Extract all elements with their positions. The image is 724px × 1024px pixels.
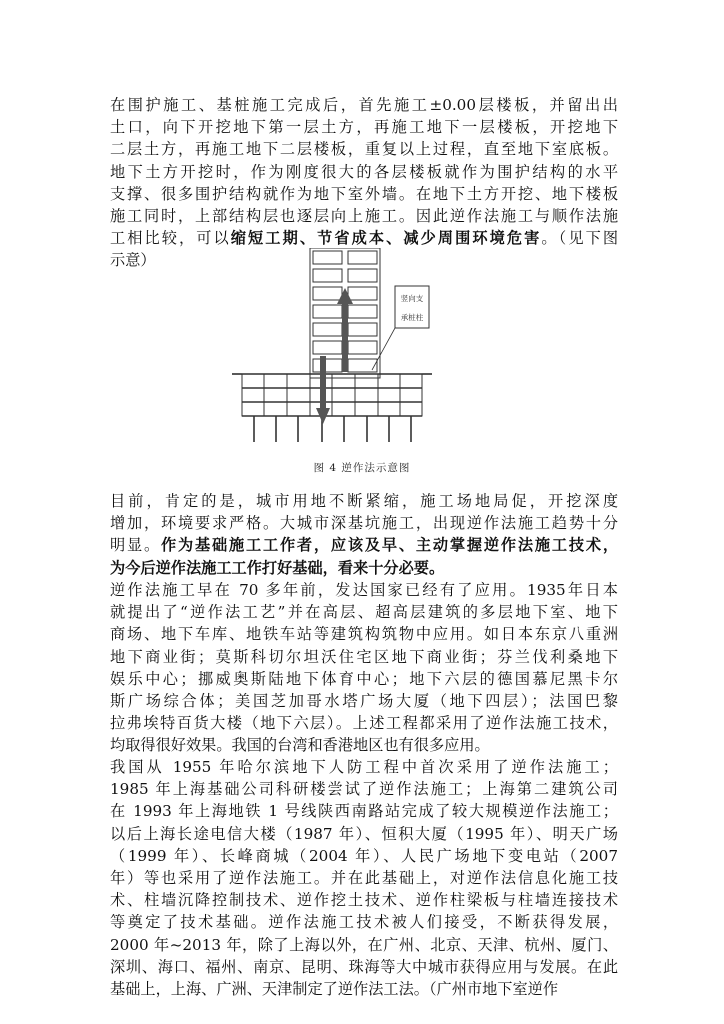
text-line xyxy=(110,934,618,956)
construction-arrows xyxy=(316,288,353,424)
body-text: 明显。 xyxy=(110,536,161,555)
text-line xyxy=(110,601,618,623)
text-line xyxy=(110,116,618,138)
text-line xyxy=(110,512,618,534)
emphasis-text: 缩短工期、节省成本、减少周围环境危害 xyxy=(230,229,542,248)
body-text: 目前，肯定的是，城市用地不断紧缩，施工场地局促，开挖深度 xyxy=(110,492,618,510)
body-text: 示意） xyxy=(110,251,156,270)
body-text: 地下商业街；莫斯科切尔坦沃住宅区地下商业街；芬兰伐利桑地下 xyxy=(110,647,618,666)
emphasis-text: 为今后逆作法施工工作打好基础，看来十分必要。 xyxy=(110,558,445,577)
body-text: 等奠定了技术基础。逆作法施工技术被人们接受，不断获得发展， xyxy=(110,913,618,932)
text-line xyxy=(110,534,618,556)
body-text: 就提出了“逆作法工艺”并在高层、超高层建筑的多层地下室、地下 xyxy=(110,603,618,622)
body-text: 深圳、海口、福州、南京、昆明、珠海等大中城市获得应用与发展。在此 xyxy=(110,957,618,976)
body-text: （1999 年）、长峰商城（2004 年）、人民广场地下变电站（2007 xyxy=(110,846,618,865)
body-text: 二层土方，再施工地下二层楼板，重复以上过程，直至地下室底板。 xyxy=(110,140,618,159)
text-line xyxy=(110,889,618,911)
text-line xyxy=(110,646,618,668)
body-text: 基础上，上海、广洲、天津制定了逆作法工法。（广州市地下室逆作 xyxy=(110,980,559,999)
body-text: 施工同时，上部结构层也逐层向上施工。因此逆作法施工与顺作法施 xyxy=(110,207,618,226)
text-line xyxy=(110,94,618,116)
text-line xyxy=(110,800,618,822)
body-text: 我国从 1955 年哈尔滨地下人防工程中首次采用了逆作法施工； xyxy=(110,758,618,776)
body-text: 以后上海长途电信大楼（1987 年）、恒积大厦（1995 年）、明天广场 xyxy=(110,824,618,843)
body-text: 在围护施工、基桩施工完成后，首先施工±0.00层楼板，并留出出 xyxy=(110,96,618,114)
body-text: 支撑、很多围护结构就作为地下室外墙。在地下土方开挖、地下楼板 xyxy=(110,184,618,203)
downward-arrow-icon xyxy=(316,356,330,424)
text-line xyxy=(110,227,618,249)
text-line xyxy=(110,956,618,978)
body-text: 术、柱墙沉降控制技术、逆作挖土技术、逆作柱梁板与柱墙连接技术 xyxy=(110,891,618,910)
paragraph-intro xyxy=(110,94,618,272)
body-text: 斯广场综合体；美国芝加哥水塔广场大厦（地下四层）；法国巴黎 xyxy=(110,692,618,711)
paragraph-international-history xyxy=(110,579,618,757)
text-line xyxy=(110,690,618,712)
text-line xyxy=(110,734,618,756)
text-line xyxy=(110,557,618,579)
body-text: 工相比较，可以 xyxy=(110,229,231,248)
text-line xyxy=(110,845,618,867)
body-text: 增加，环境要求严格。大城市深基坑施工，出现逆作法施工趋势十分 xyxy=(110,514,618,533)
text-line xyxy=(110,623,618,645)
paragraph-current-trend xyxy=(110,490,618,579)
text-line xyxy=(110,756,618,778)
text-line xyxy=(110,778,618,800)
body-text: 地下土方开挖时，作为刚度很大的各层楼板就作为围护结构的水平 xyxy=(110,162,618,181)
basement-structure xyxy=(242,374,422,416)
body-text: 1985 年上海基础公司科研楼尝试了逆作法施工；上海第二建筑公司 xyxy=(110,780,618,799)
body-text: 土口，向下开挖地下第一层土方，再施工地下一层楼板，开挖地下 xyxy=(110,118,618,137)
paragraph-china-history xyxy=(110,756,618,1000)
text-line xyxy=(110,579,618,601)
body-text: 逆作法施工早在 70 多年前，发达国家已经有了应用。1935年日本 xyxy=(110,581,618,599)
text-line xyxy=(110,823,618,845)
label-line-2: 承桩柱 xyxy=(400,313,424,322)
text-line xyxy=(110,712,618,734)
body-text: 拉弗埃特百货大楼（地下六层）。上述工程都采用了逆作法施工技术， xyxy=(110,714,618,733)
body-text: 在 1993 年上海地铁 1 号线陕西南路站完成了较大规模逆作法施工； xyxy=(110,802,618,821)
figure-caption: 图 4 逆作法示意图 xyxy=(313,462,411,474)
text-line xyxy=(110,138,618,160)
label-line-1: 竖向支 xyxy=(400,294,424,303)
label-box xyxy=(372,286,429,370)
body-text: 。（见下图 xyxy=(541,229,618,248)
top-down-construction-diagram xyxy=(232,248,432,444)
body-text: 均取得很好效果。我国的台湾和香港地区也有很多应用。 xyxy=(110,736,490,755)
text-line xyxy=(110,867,618,889)
body-text: 2000 年~2013 年，除了上海以外，在广州、北京、天津、杭州、厦门、 xyxy=(110,935,618,954)
text-line xyxy=(110,161,618,183)
body-text: 年）等也采用了逆作法施工。并在此基础上，对逆作法信息化施工技 xyxy=(110,869,618,888)
text-line xyxy=(110,490,618,512)
body-text: 商场、地下车库、地铁车站等建筑构筑物中应用。如日本东京八重洲 xyxy=(110,625,618,644)
text-line xyxy=(110,205,618,227)
text-line xyxy=(110,668,618,690)
text-line xyxy=(110,183,618,205)
emphasis-text: 作为基础施工工作者，应该及早、主动掌握逆作法施工技术， xyxy=(160,536,618,555)
text-line xyxy=(110,978,618,1000)
body-text: 娱乐中心；挪威奥斯陆地下体育中心；地下六层的德国慕尼黑卡尔 xyxy=(110,669,618,688)
foundation-piles xyxy=(254,416,411,442)
text-line xyxy=(110,911,618,933)
